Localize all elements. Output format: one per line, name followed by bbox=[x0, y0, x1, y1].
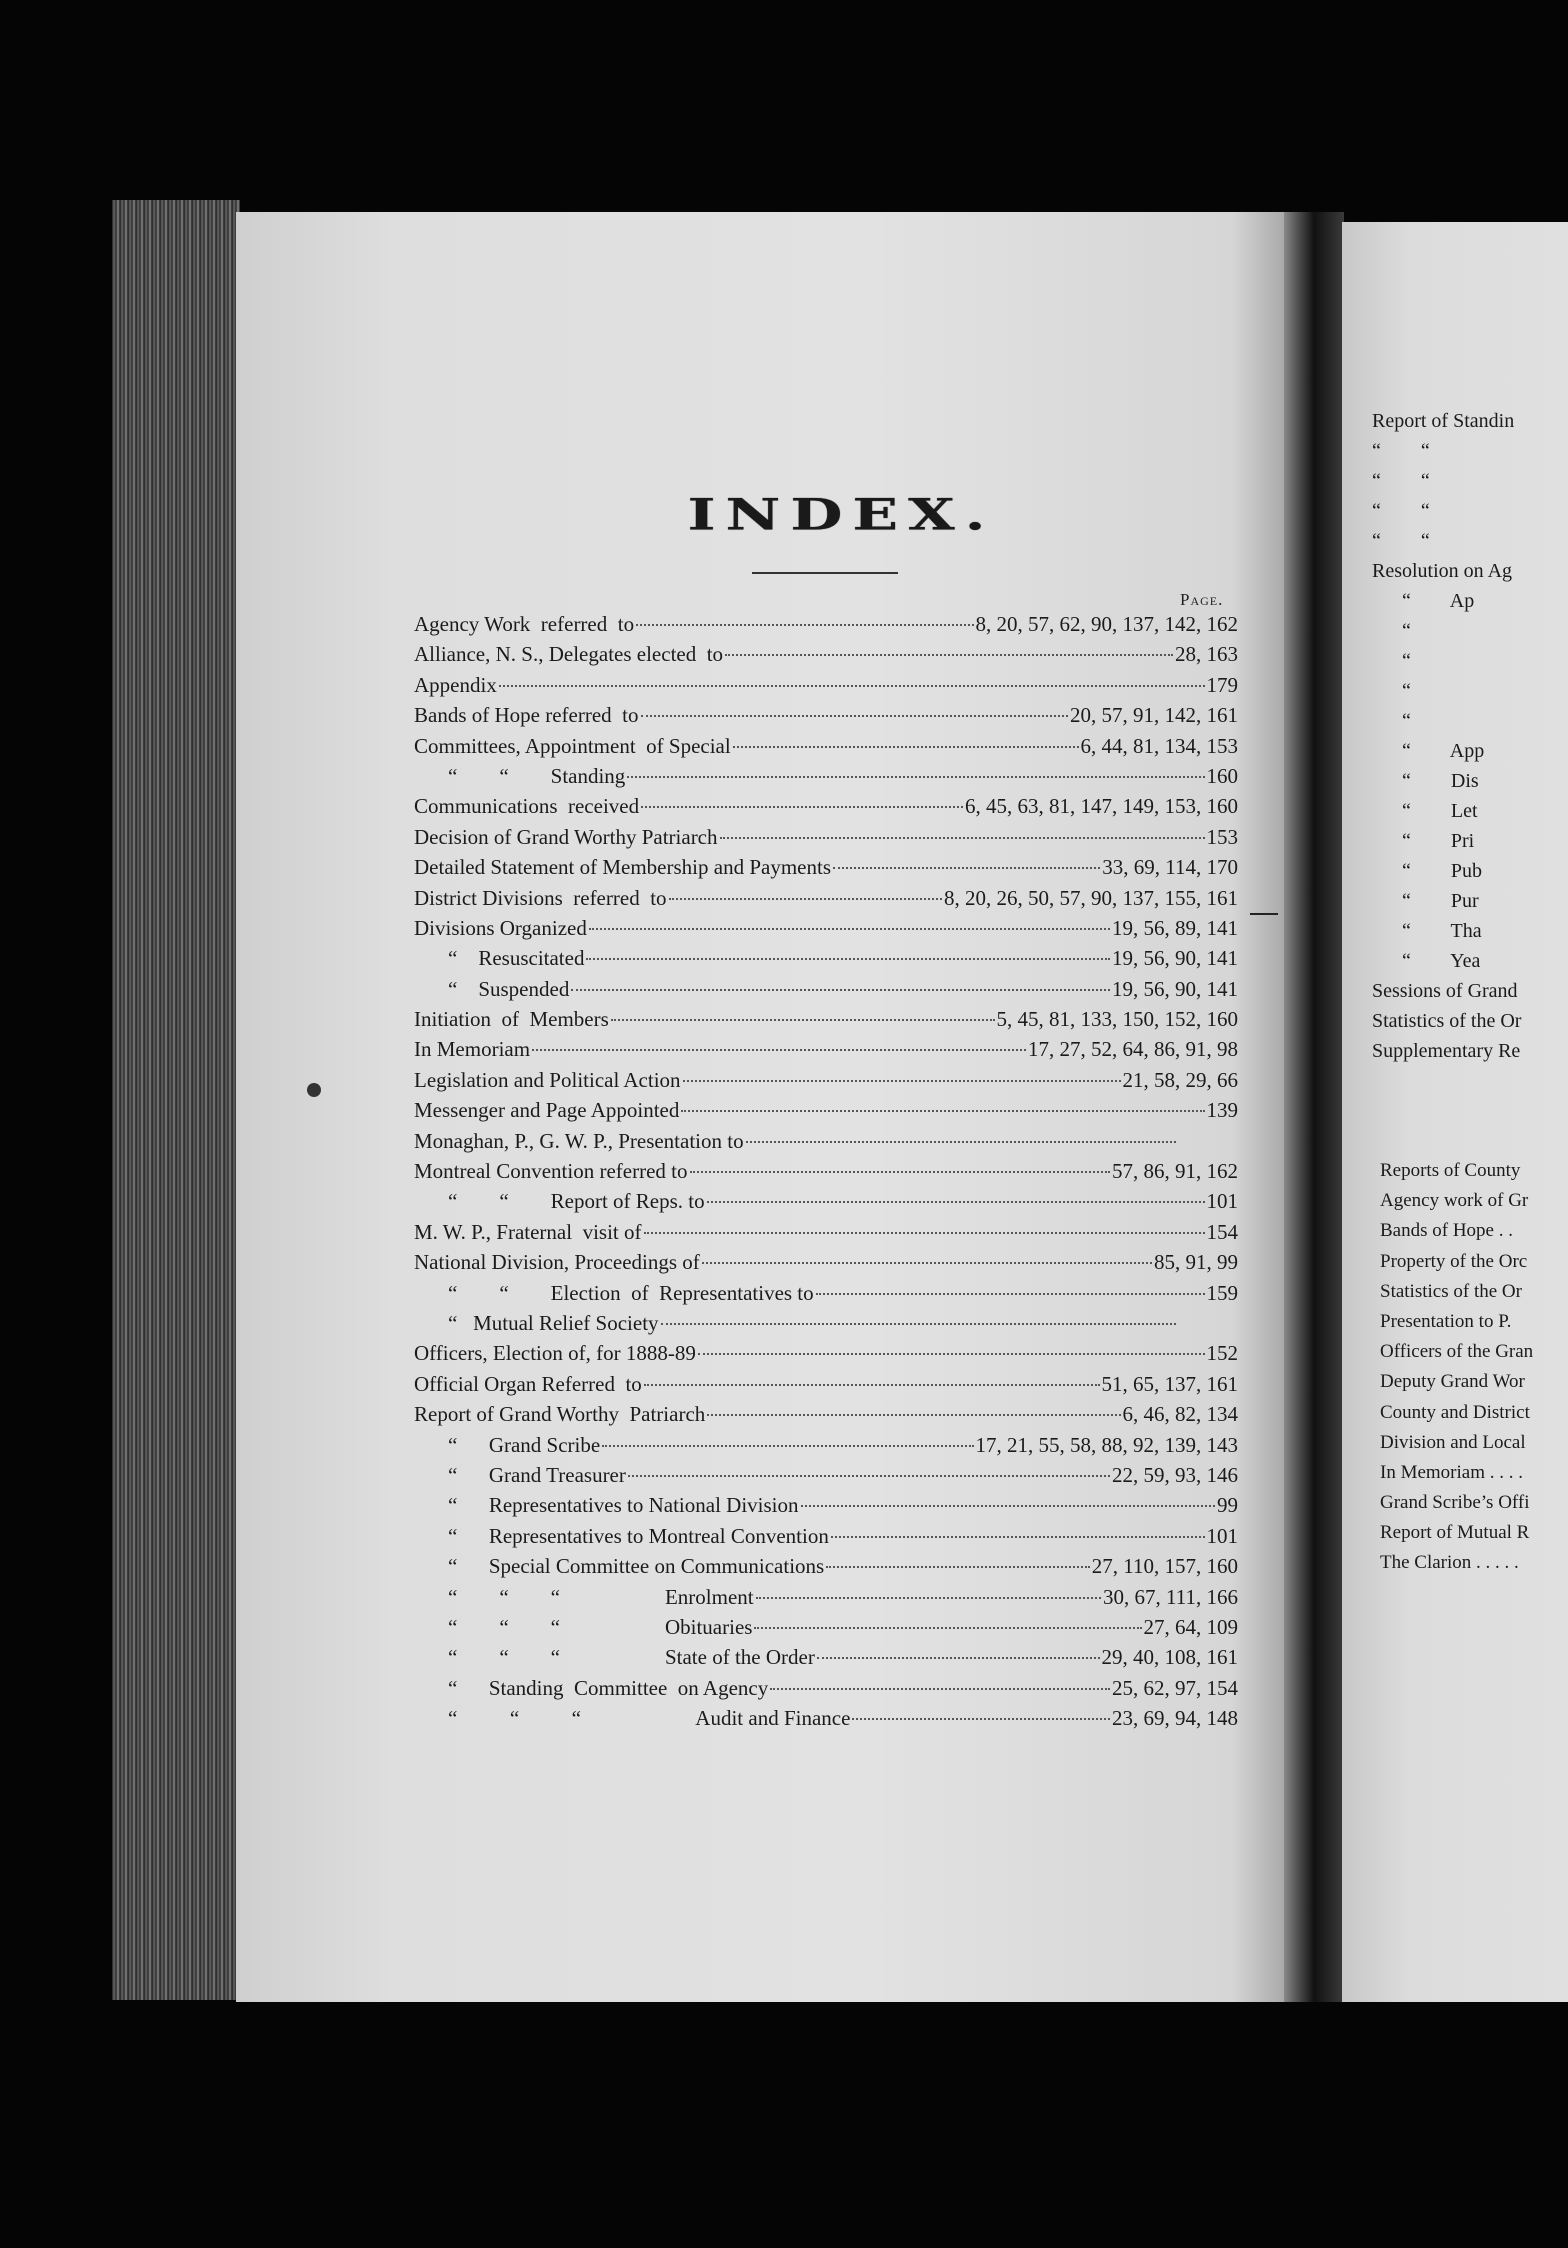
index-entry bbox=[414, 1615, 1238, 1645]
right-page-bottom-list bbox=[1380, 1160, 1533, 1583]
dot-leader bbox=[831, 1536, 1205, 1538]
index-entry-pages: 6, 44, 81, 134, 153 bbox=[1080, 733, 1238, 758]
index-entry-label: Detailed Statement of Membership and Payments bbox=[414, 855, 831, 880]
right-page-line: Statistics of the Or bbox=[1372, 1010, 1522, 1032]
index-entry bbox=[414, 1554, 1238, 1584]
index-entry bbox=[414, 1159, 1238, 1189]
index-entry-pages: 139 bbox=[1206, 1098, 1238, 1123]
index-entry bbox=[414, 1037, 1238, 1067]
index-entry-pages: 19, 56, 90, 141 bbox=[1112, 946, 1238, 971]
index-entry-label: “ Resuscitated bbox=[448, 946, 585, 971]
right-page-line: “ “ bbox=[1372, 470, 1430, 492]
dot-leader bbox=[707, 1201, 1205, 1203]
dot-leader bbox=[720, 837, 1205, 839]
index-entry bbox=[414, 1098, 1238, 1128]
right-page-line: Property of the Orc bbox=[1380, 1250, 1528, 1272]
index-entry-label: Messenger and Page Appointed bbox=[414, 1098, 680, 1123]
index-entry-label: Committees, Appointment of Special bbox=[414, 733, 731, 758]
right-page-line: Grand Scribe’s Offi bbox=[1380, 1492, 1530, 1514]
dot-leader bbox=[852, 1718, 1110, 1720]
index-entry-pages: 51, 65, 137, 161 bbox=[1101, 1371, 1238, 1396]
index-entry bbox=[414, 1645, 1238, 1675]
index-entry-pages: 21, 58, 29, 66 bbox=[1122, 1067, 1238, 1092]
index-entry-label: “ “ “ Obituaries bbox=[448, 1614, 753, 1639]
dot-leader bbox=[707, 1414, 1120, 1416]
dot-leader bbox=[756, 1597, 1101, 1599]
dot-leader bbox=[683, 1080, 1121, 1082]
right-page-line: “ bbox=[1372, 620, 1411, 642]
right-page-line: Deputy Grand Wor bbox=[1380, 1371, 1525, 1393]
index-entry bbox=[414, 794, 1238, 824]
index-entry-label: Officers, Election of, for 1888-89 bbox=[414, 1341, 696, 1366]
dot-leader bbox=[725, 654, 1173, 656]
right-page-line: Supplementary Re bbox=[1372, 1040, 1521, 1062]
dot-leader bbox=[628, 1475, 1110, 1477]
dot-leader bbox=[641, 806, 963, 808]
right-page-line: Report of Mutual R bbox=[1380, 1522, 1530, 1544]
index-entry-label: “ Special Committee on Communications bbox=[448, 1554, 825, 1579]
index-entry-label: Monaghan, P., G. W. P., Presentation to bbox=[414, 1128, 744, 1153]
index-entry bbox=[414, 1676, 1238, 1706]
right-page-line: Bands of Hope . . bbox=[1380, 1220, 1513, 1242]
index-entry-label: Communications received bbox=[414, 794, 640, 819]
dot-leader bbox=[669, 898, 942, 900]
right-page-line: “ Ap bbox=[1372, 590, 1475, 612]
index-entry-label: Decision of Grand Worthy Patriarch bbox=[414, 824, 718, 849]
dot-leader bbox=[661, 1323, 1176, 1325]
index-entry bbox=[414, 916, 1238, 946]
right-page-line: “ Tha bbox=[1372, 920, 1482, 942]
index-entry-label: Report of Grand Worthy Patriarch bbox=[414, 1402, 706, 1427]
index-entry bbox=[414, 946, 1238, 976]
right-page-line: Officers of the Gran bbox=[1380, 1341, 1534, 1363]
index-entry-pages: 19, 56, 89, 141 bbox=[1112, 915, 1238, 940]
index-entry bbox=[414, 1585, 1238, 1615]
index-entry-pages: 152 bbox=[1206, 1341, 1238, 1366]
index-entry-pages: 57, 86, 91, 162 bbox=[1112, 1159, 1238, 1184]
index-entry-pages: 17, 27, 52, 64, 86, 91, 98 bbox=[1028, 1037, 1238, 1062]
right-page-line: “ App bbox=[1372, 740, 1485, 762]
dot-leader bbox=[770, 1688, 1110, 1690]
dot-leader bbox=[571, 989, 1110, 991]
index-entry bbox=[414, 1007, 1238, 1037]
dot-leader bbox=[681, 1110, 1204, 1112]
index-entry bbox=[414, 1341, 1238, 1371]
right-page-line: “ Let bbox=[1372, 800, 1478, 822]
index-entry-label: “ “ “ State of the Order bbox=[448, 1645, 815, 1670]
right-page-line: The Clarion . . . . . bbox=[1380, 1552, 1519, 1574]
book-gutter bbox=[1284, 212, 1344, 2002]
index-entry bbox=[414, 1129, 1238, 1159]
index-entry-label: “ Representatives to Montreal Convention bbox=[448, 1523, 829, 1548]
right-page-line: “ Pur bbox=[1372, 890, 1479, 912]
index-entry-label: “ Mutual Relief Society bbox=[448, 1310, 659, 1335]
dot-leader bbox=[611, 1019, 995, 1021]
index-entry bbox=[414, 1706, 1238, 1736]
index-entry bbox=[414, 1250, 1238, 1280]
right-page-line: “ Yea bbox=[1372, 950, 1481, 972]
right-page-line: Report of Standin bbox=[1372, 410, 1515, 432]
index-entry bbox=[414, 1402, 1238, 1432]
index-entry-label: “ Grand Scribe bbox=[448, 1432, 601, 1457]
index-entry bbox=[414, 642, 1238, 672]
index-entry bbox=[414, 703, 1238, 733]
index-entry-label: Bands of Hope referred to bbox=[414, 703, 639, 728]
dot-leader bbox=[801, 1505, 1215, 1507]
index-entry bbox=[414, 764, 1238, 794]
dot-leader bbox=[602, 1445, 973, 1447]
ink-blot bbox=[307, 1083, 321, 1097]
right-page-top-list bbox=[1372, 410, 1521, 1070]
index-entry-label: Montreal Convention referred to bbox=[414, 1159, 688, 1184]
dot-leader bbox=[532, 1049, 1026, 1051]
index-entry-label: Legislation and Political Action bbox=[414, 1067, 681, 1092]
index-entry bbox=[414, 1372, 1238, 1402]
index-entry bbox=[414, 977, 1238, 1007]
index-entry-label: Official Organ Referred to bbox=[414, 1371, 642, 1396]
index-entry-pages: 27, 110, 157, 160 bbox=[1091, 1554, 1238, 1579]
index-entry-pages: 20, 57, 91, 142, 161 bbox=[1070, 703, 1238, 728]
index-entry-label: District Divisions referred to bbox=[414, 885, 667, 910]
right-page-line: Presentation to P. bbox=[1380, 1310, 1512, 1332]
right-page-line: “ “ bbox=[1372, 530, 1430, 552]
index-entry-pages: 28, 163 bbox=[1175, 642, 1238, 667]
dot-leader bbox=[816, 1293, 1205, 1295]
index-entry-label: In Memoriam bbox=[414, 1037, 531, 1062]
dot-leader bbox=[754, 1627, 1141, 1629]
index-entry-label: “ Standing Committee on Agency bbox=[448, 1675, 769, 1700]
index-entry-label: National Division, Proceedings of bbox=[414, 1250, 700, 1275]
dot-leader bbox=[690, 1171, 1111, 1173]
right-page-line: County and District bbox=[1380, 1401, 1530, 1423]
index-entry-label: “ “ “ Enrolment bbox=[448, 1584, 754, 1609]
title-rule bbox=[752, 572, 898, 574]
index-title: INDEX. bbox=[687, 489, 996, 541]
right-page-line: “ bbox=[1372, 650, 1411, 672]
index-entry-pages: 19, 56, 90, 141 bbox=[1112, 976, 1238, 1001]
index-entry bbox=[414, 673, 1238, 703]
index-entry bbox=[414, 1220, 1238, 1250]
index-entry-pages: 6, 45, 63, 81, 147, 149, 153, 160 bbox=[965, 794, 1238, 819]
right-page-line: Sessions of Grand bbox=[1372, 980, 1518, 1002]
index-entry-pages: 85, 91, 99 bbox=[1154, 1250, 1238, 1275]
right-page-line: “ Pri bbox=[1372, 830, 1475, 852]
index-entries bbox=[414, 612, 1238, 1736]
index-entry-pages: 101 bbox=[1206, 1523, 1238, 1548]
index-entry bbox=[414, 1281, 1238, 1311]
right-page-line: Agency work of Gr bbox=[1380, 1190, 1529, 1212]
index-entry-pages: 30, 67, 111, 166 bbox=[1103, 1584, 1238, 1609]
index-entry-label: Divisions Organized bbox=[414, 915, 587, 940]
dot-leader bbox=[746, 1141, 1176, 1143]
dot-leader bbox=[627, 776, 1204, 778]
index-entry-pages: 6, 46, 82, 134 bbox=[1122, 1402, 1238, 1427]
margin-mark bbox=[1250, 913, 1278, 915]
right-page-line: “ bbox=[1372, 680, 1411, 702]
index-entry-pages: 179 bbox=[1206, 672, 1238, 697]
index-entry-pages: 33, 69, 114, 170 bbox=[1102, 855, 1238, 880]
right-page-line: “ Pub bbox=[1372, 860, 1482, 882]
index-entry-pages: 159 bbox=[1206, 1280, 1238, 1305]
right-page-line: Resolution on Ag bbox=[1372, 560, 1513, 582]
index-entry-label: “ Suspended bbox=[448, 976, 570, 1001]
dot-leader bbox=[641, 715, 1069, 717]
book-page-edges bbox=[112, 200, 240, 2000]
index-entry bbox=[414, 612, 1238, 642]
right-page-line: In Memoriam . . . . bbox=[1380, 1461, 1524, 1483]
dot-leader bbox=[833, 867, 1100, 869]
index-entry-label: “ “ “ Audit and Finance bbox=[448, 1706, 851, 1731]
index-entry bbox=[414, 825, 1238, 855]
index-entry-pages: 27, 64, 109 bbox=[1143, 1614, 1238, 1639]
index-entry-pages: 17, 21, 55, 58, 88, 92, 139, 143 bbox=[975, 1432, 1238, 1457]
index-entry-label: Initiation of Members bbox=[414, 1007, 609, 1032]
right-page-line: “ “ bbox=[1372, 440, 1430, 462]
right-page-line: “ bbox=[1372, 710, 1411, 732]
index-entry-pages: 154 bbox=[1206, 1219, 1238, 1244]
index-entry bbox=[414, 1433, 1238, 1463]
index-entry-label: Appendix bbox=[414, 672, 497, 697]
index-entry-label: “ Grand Treasurer bbox=[448, 1462, 626, 1487]
index-entry-label: Alliance, N. S., Delegates elected to bbox=[414, 642, 724, 667]
index-entry-pages: 101 bbox=[1206, 1189, 1238, 1214]
right-page-line: Division and Local bbox=[1380, 1431, 1526, 1453]
index-entry-pages: 5, 45, 81, 133, 150, 152, 160 bbox=[996, 1007, 1238, 1032]
index-entry bbox=[414, 1463, 1238, 1493]
dot-leader bbox=[636, 624, 973, 626]
dot-leader bbox=[733, 746, 1079, 748]
index-entry bbox=[414, 734, 1238, 764]
index-entry-pages: 99 bbox=[1217, 1493, 1238, 1518]
index-entry bbox=[414, 1524, 1238, 1554]
index-entry bbox=[414, 855, 1238, 885]
index-entry-label: M. W. P., Fraternal visit of bbox=[414, 1219, 642, 1244]
index-entry-label: “ “ Election of Representatives to bbox=[448, 1280, 814, 1305]
dot-leader bbox=[644, 1232, 1205, 1234]
index-entry-pages: 8, 20, 26, 50, 57, 90, 137, 155, 161 bbox=[944, 885, 1238, 910]
index-entry-label: “ “ Standing bbox=[448, 763, 626, 788]
right-page-line: “ Dis bbox=[1372, 770, 1479, 792]
index-entry bbox=[414, 886, 1238, 916]
index-entry-pages: 29, 40, 108, 161 bbox=[1101, 1645, 1238, 1670]
index-entry-label: Agency Work referred to bbox=[414, 612, 635, 636]
index-entry bbox=[414, 1311, 1238, 1341]
right-page-line: Reports of County bbox=[1380, 1160, 1521, 1181]
index-entry bbox=[414, 1493, 1238, 1523]
dot-leader bbox=[499, 685, 1205, 687]
index-entry-label: “ Representatives to National Division bbox=[448, 1493, 799, 1518]
dot-leader bbox=[826, 1566, 1090, 1568]
right-page-line: “ “ bbox=[1372, 500, 1430, 522]
index-entry-pages: 22, 59, 93, 146 bbox=[1112, 1462, 1238, 1487]
dot-leader bbox=[702, 1262, 1152, 1264]
index-entry-pages: 23, 69, 94, 148 bbox=[1112, 1706, 1238, 1731]
right-page-line: Statistics of the Or bbox=[1380, 1280, 1522, 1302]
dot-leader bbox=[817, 1657, 1100, 1659]
index-entry-label: “ “ Report of Reps. to bbox=[448, 1189, 705, 1214]
dot-leader bbox=[589, 928, 1110, 930]
index-entry bbox=[414, 1068, 1238, 1098]
dot-leader bbox=[586, 958, 1110, 960]
index-entry-pages: 160 bbox=[1206, 763, 1238, 788]
index-entry bbox=[414, 1189, 1238, 1219]
index-entry-pages: 153 bbox=[1206, 824, 1238, 849]
index-entry-pages: 8, 20, 57, 62, 90, 137, 142, 162 bbox=[975, 612, 1238, 636]
dot-leader bbox=[644, 1384, 1100, 1386]
dot-leader bbox=[698, 1353, 1205, 1355]
page-column-label: Page. bbox=[1180, 590, 1224, 609]
index-entry-pages: 25, 62, 97, 154 bbox=[1112, 1675, 1238, 1700]
